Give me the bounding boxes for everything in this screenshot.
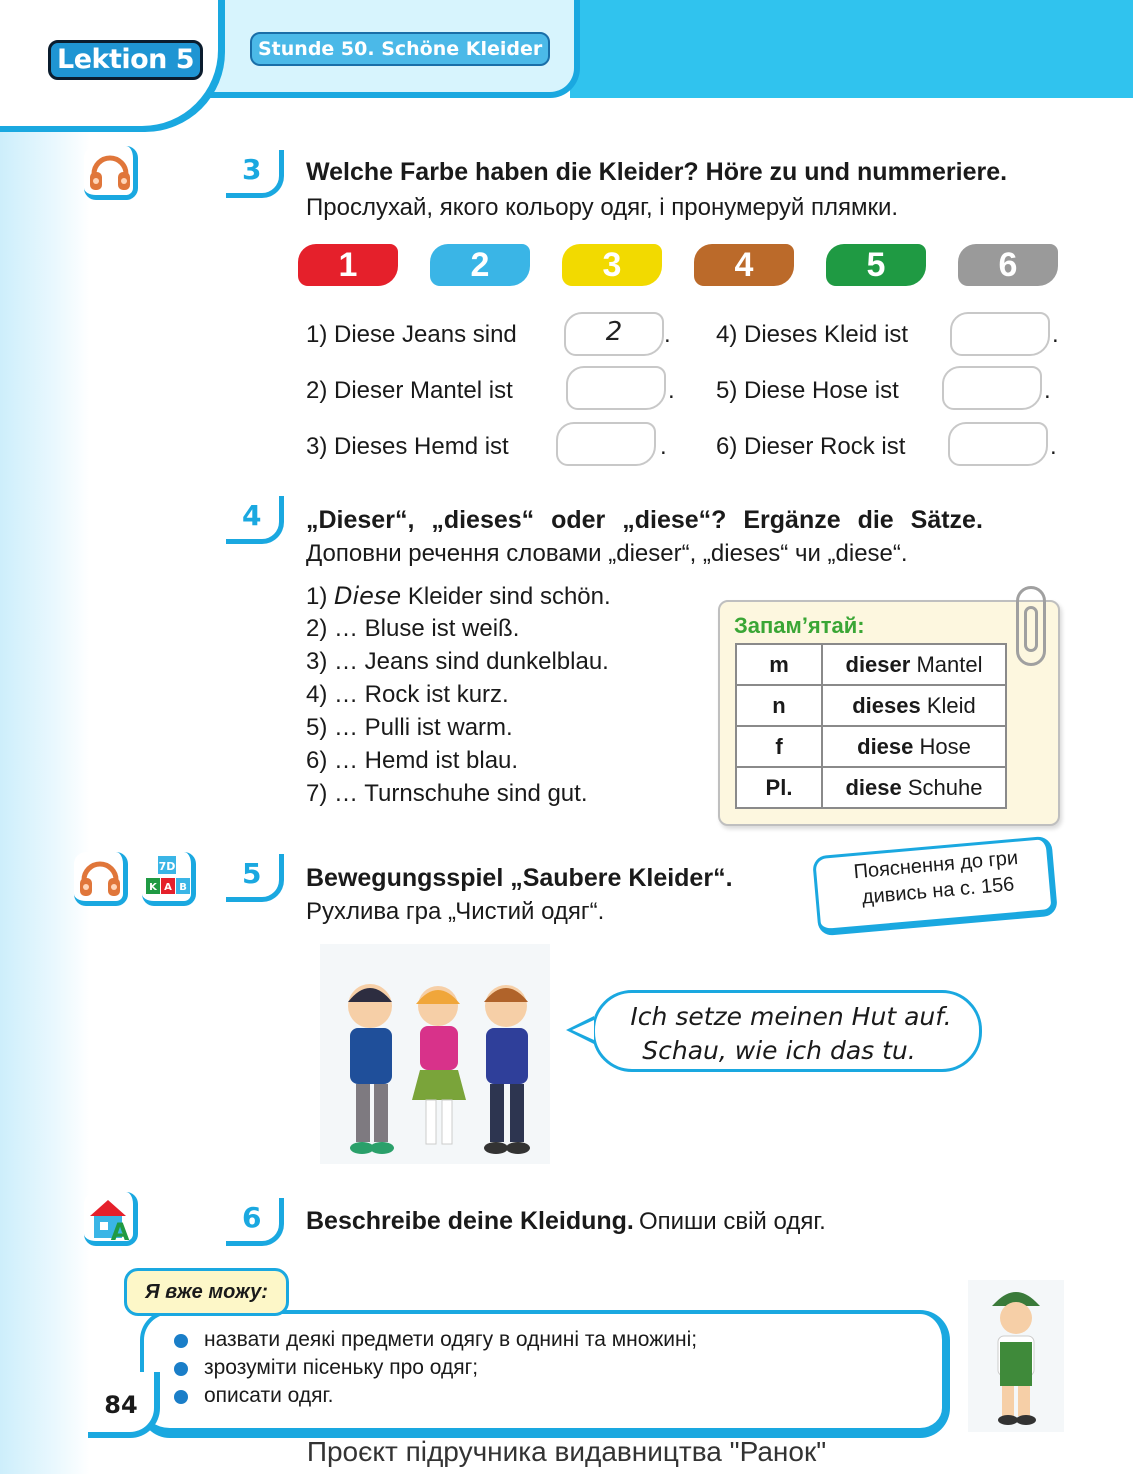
page-number: 84 <box>88 1372 160 1438</box>
exercise-3-item: 2) Dieser Mantel ist <box>306 377 513 404</box>
exercise-5-instruction: Рухлива гра „Чистий одяг“. <box>306 898 605 925</box>
color-swatch: 4 <box>694 244 794 286</box>
exercise-5-title: Bewegungsspiel „Saubere Kleider“. <box>306 864 733 892</box>
boy-illustration <box>968 1280 1064 1432</box>
svg-text:A: A <box>110 1218 130 1242</box>
exercise-number: 5 <box>226 854 284 902</box>
answer-blot[interactable] <box>566 366 666 410</box>
speech-line: Schau, wie ich das tu. <box>642 1036 916 1065</box>
exercise-number: 3 <box>226 150 284 198</box>
answer-blot[interactable]: 2 <box>564 312 664 356</box>
article-cell: diese Hose <box>822 726 1006 767</box>
exercise-3-item: 5) Diese Hose ist <box>716 377 899 404</box>
speech-line: Ich setze meinen Hut auf. <box>630 1002 952 1031</box>
exercise-4-item: 2) … Bluse ist weiß. <box>306 615 520 642</box>
headphones-icon <box>76 852 124 900</box>
exercise-4-item: 7) … Turnschuhe sind gut. <box>306 780 588 807</box>
paperclip-inner <box>1024 606 1038 652</box>
period: . <box>1050 433 1057 460</box>
exercise-3-item: 3) Dieses Hemd ist <box>306 433 509 460</box>
bullet-icon <box>174 1362 188 1376</box>
writing-icon-box[interactable] <box>84 1192 138 1246</box>
table-row <box>736 726 1006 767</box>
period: . <box>1052 321 1059 348</box>
period: . <box>660 433 667 460</box>
color-swatch: 2 <box>430 244 530 286</box>
svg-text:B: B <box>179 882 187 893</box>
exercise-3-item: 4) Dieses Kleid ist <box>716 321 909 348</box>
letter-blocks-icon <box>144 854 192 902</box>
svg-text:7D: 7D <box>158 860 176 873</box>
side-gradient-strip <box>0 0 90 1474</box>
exercise-3-item: 6) Dieser Rock ist <box>716 433 906 460</box>
gender-cell: Pl. <box>736 767 822 808</box>
exercise-3-item: 1) Diese Jeans sind <box>306 321 517 348</box>
answer-blot[interactable] <box>556 422 656 466</box>
article-cell: dieser Mantel <box>822 644 1006 685</box>
memo-title: Запам’ятай: <box>734 613 865 638</box>
summary-item: назвати деякі предмети одягу в однині та множині; <box>204 1328 698 1351</box>
audio-icon-box[interactable] <box>84 146 138 200</box>
summary-item: зрозуміти пісеньку про одяг; <box>204 1356 479 1379</box>
children-illustration <box>320 944 550 1164</box>
house-letter-icon <box>86 1194 134 1242</box>
bullet-icon <box>174 1390 188 1404</box>
exercise-3-title: Welche Farbe haben die Kleider? Höre zu und nummeriere. <box>306 158 1008 186</box>
table-row <box>736 767 1006 808</box>
exercise-number: 6 <box>226 1198 284 1246</box>
table-row <box>736 644 1006 685</box>
color-swatch: 6 <box>958 244 1058 286</box>
svg-text:K: K <box>149 882 157 893</box>
answer-blot[interactable] <box>950 312 1050 356</box>
color-swatch: 5 <box>826 244 926 286</box>
summary-item: описати одяг. <box>204 1384 334 1407</box>
exercise-4-item: 4) … Rock ist kurz. <box>306 681 509 708</box>
article-cell: diese Schuhe <box>822 767 1006 808</box>
exercise-4-item: 5) … Pulli ist warm. <box>306 714 513 741</box>
audio-icon-box[interactable] <box>74 852 128 906</box>
exercise-4-example: 1) Diese Kleider sind schön. <box>306 582 611 610</box>
period: . <box>1044 377 1051 404</box>
exercise-4-item: 6) … Hemd ist blau. <box>306 747 519 774</box>
grammar-table <box>735 643 1007 809</box>
table-row <box>736 685 1006 726</box>
svg-text:A: A <box>164 882 172 893</box>
gender-cell: n <box>736 685 822 726</box>
exercise-4-item: 3) … Jeans sind dunkelblau. <box>306 648 609 675</box>
headphones-icon <box>86 146 134 194</box>
exercise-4-instruction: Доповни речення словами „dieser“, „dieses“ чи „diese“. <box>306 540 908 567</box>
exercise-6-title: Beschreibe deine Kleidung. Опиши свій одяг. <box>306 1207 826 1235</box>
article-cell: dieses Kleid <box>822 685 1006 726</box>
unit-title: Stunde 50. Schöne Kleider <box>250 32 550 66</box>
game-note-text: Пояснення до гри дивись на с. 156 <box>852 846 1019 909</box>
bullet-icon <box>174 1334 188 1348</box>
summary-label: Я вже можу: <box>124 1268 289 1316</box>
period: . <box>668 377 675 404</box>
color-swatch: 1 <box>298 244 398 286</box>
header-cyan-bar <box>570 0 1133 98</box>
color-swatch: 3 <box>562 244 662 286</box>
exercise-3-instruction: Прослухай, якого кольору одяг, і пронумеруй плямки. <box>306 194 899 221</box>
exercise-number: 4 <box>226 496 284 544</box>
lesson-label: Lektion 5 <box>48 40 203 80</box>
gender-cell: m <box>736 644 822 685</box>
game-icon-box[interactable] <box>142 852 196 906</box>
example-answer: Diese <box>334 582 402 610</box>
answer-blot[interactable] <box>942 366 1042 410</box>
exercise-4-title: „Dieser“, „dieses“ oder „diese“? Ergänze die Sätze. <box>306 506 983 534</box>
gender-cell: f <box>736 726 822 767</box>
answer-blot[interactable] <box>948 422 1048 466</box>
footer-text: Проєкт підручника видавництва "Ранок" <box>306 1436 827 1467</box>
period: . <box>664 321 671 348</box>
